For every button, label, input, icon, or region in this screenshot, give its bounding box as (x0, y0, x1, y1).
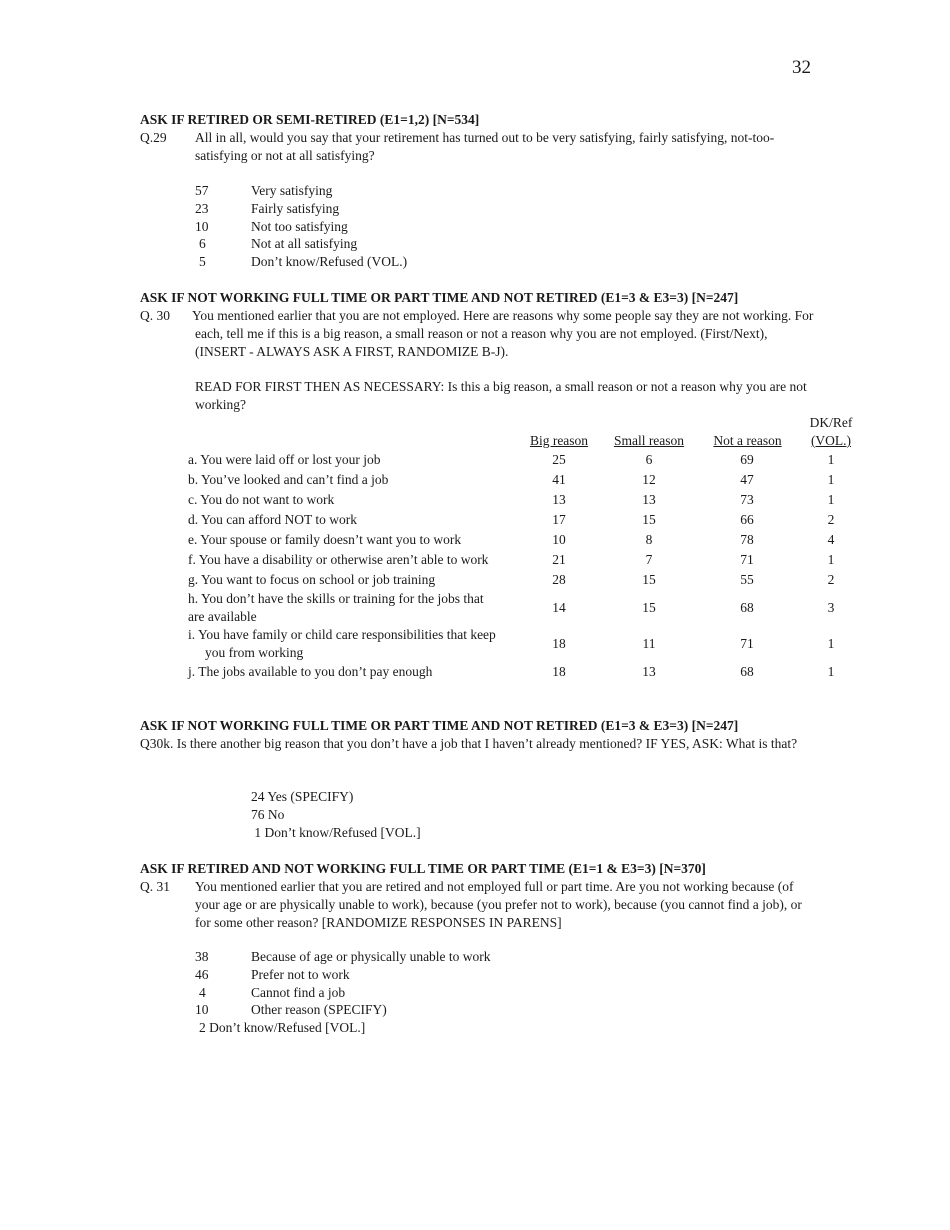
q30k-text: Q30k. Is there another big reason that you don’t have a job that I haven’t already mentioned? IF YES, ASK: What is that? (140, 736, 798, 751)
response-row: 24 Yes (SPECIFY) (251, 789, 354, 804)
q30k-responses (251, 788, 421, 841)
response-value: 57 (195, 183, 209, 198)
col-header-vol: (VOL.) (810, 433, 852, 448)
response-value: 6 (199, 236, 206, 252)
q30-read-instruction: READ FOR FIRST THEN AS NECESSARY: Is this a big reason, a small reason or not a reason why you are not working? (195, 379, 807, 412)
cell-big-reason: 41 (552, 472, 566, 487)
table-row-item: b. You’ve looked and can’t find a job (188, 472, 389, 487)
cell-dk-ref: 1 (827, 636, 835, 651)
cell-small-reason: 13 (642, 664, 656, 679)
response-label: Not at all satisfying (251, 236, 358, 252)
cell-not-a-reason: 78 (740, 532, 754, 547)
response-row (195, 200, 595, 218)
response-row: 76 No (251, 806, 285, 822)
q29-number: Q.29 (140, 130, 167, 145)
cell-dk-ref: 2 (827, 512, 835, 527)
cell-big-reason: 10 (552, 532, 566, 547)
cell-dk-ref: 1 (827, 552, 835, 567)
table-row-item: h. You don’t have the skills or training for the jobs that (188, 591, 484, 606)
response-row (195, 182, 595, 200)
cell-small-reason: 15 (642, 600, 656, 615)
response-value: 10 (195, 1002, 209, 1018)
response-value: 10 (195, 218, 209, 234)
table-row-item: d. You can afford NOT to work (188, 512, 357, 527)
cell-small-reason: 8 (645, 532, 653, 547)
cell-dk-ref: 3 (827, 600, 835, 615)
col-header-dk-ref: DK/Ref (809, 415, 853, 430)
q30-text: You mentioned earlier that you are not employed. Here are reasons why some people say they are not working. For each, tell me if this is a big reason, a small reason or not a reason why you are not employed. (First/Next), (INSERT - ALWAYS ASK A FIRST, RANDOMIZE B-J). (192, 308, 814, 359)
cell-big-reason: 13 (552, 492, 566, 507)
q29-text: All in all, would you say that your retirement has turned out to be very satisfying, fairly satisfying, not-too-satisfying or not at all satisfying? (195, 130, 775, 163)
table-row-item: e. Your spouse or family doesn’t want you to work (188, 532, 462, 547)
q30-header: ASK IF NOT WORKING FULL TIME OR PART TIME AND NOT RETIRED (E1=3 & E3=3) [N=247] (140, 290, 739, 305)
cell-big-reason: 21 (552, 552, 566, 567)
cell-not-a-reason: 71 (740, 636, 754, 651)
cell-not-a-reason: 73 (740, 492, 754, 507)
cell-not-a-reason: 66 (740, 512, 754, 527)
cell-big-reason: 28 (552, 572, 566, 587)
response-value: 46 (195, 966, 209, 982)
q31-last-response: 2 Don’t know/Refused [VOL.] (199, 1020, 366, 1035)
cell-big-reason: 25 (552, 452, 566, 467)
table-row-item: a. You were laid off or lost your job (188, 452, 381, 467)
q31-responses (195, 948, 595, 1019)
cell-small-reason: 7 (645, 552, 653, 567)
cell-big-reason: 17 (552, 512, 566, 527)
response-row (195, 948, 595, 966)
cell-small-reason: 6 (645, 452, 653, 467)
q30k-header: ASK IF NOT WORKING FULL TIME OR PART TIME AND NOT RETIRED (E1=3 & E3=3) [N=247] (140, 718, 739, 733)
cell-dk-ref: 1 (827, 472, 835, 487)
cell-big-reason: 18 (552, 664, 566, 679)
cell-small-reason: 11 (642, 636, 656, 651)
cell-small-reason: 13 (642, 492, 656, 507)
cell-dk-ref: 2 (827, 572, 835, 587)
cell-dk-ref: 1 (827, 492, 835, 507)
cell-dk-ref: 4 (827, 532, 835, 547)
response-row (195, 253, 595, 271)
response-row (195, 1001, 595, 1019)
q30-number: Q. 30 (140, 308, 170, 323)
cell-dk-ref: 1 (827, 452, 835, 467)
q29-header: ASK IF RETIRED OR SEMI-RETIRED (E1=1,2) [N=534] (140, 112, 480, 127)
cell-small-reason: 12 (642, 472, 656, 487)
response-label: Prefer not to work (251, 966, 350, 982)
response-value: 38 (195, 949, 209, 964)
q31-header: ASK IF RETIRED AND NOT WORKING FULL TIME OR PART TIME (E1=1 & E3=3) [N=370] (140, 861, 706, 876)
response-label: Cannot find a job (251, 984, 346, 1000)
q31-number: Q. 31 (140, 879, 170, 894)
response-label: Don’t know/Refused (VOL.) (251, 254, 408, 270)
cell-not-a-reason: 55 (740, 572, 754, 587)
cell-not-a-reason: 68 (740, 664, 754, 679)
cell-not-a-reason: 47 (740, 472, 754, 487)
col-header-not-a-reason: Not a reason (713, 433, 782, 448)
response-row (195, 966, 595, 984)
cell-small-reason: 15 (642, 512, 656, 527)
col-header-small-reason: Small reason (613, 433, 685, 448)
table-row-item-continued: are available (188, 609, 257, 624)
response-label: Fairly satisfying (251, 200, 340, 216)
response-value: 5 (199, 254, 206, 270)
response-label: Other reason (SPECIFY) (251, 1002, 387, 1018)
table-row-item: g. You want to focus on school or job training (188, 572, 436, 587)
cell-dk-ref: 1 (827, 664, 835, 679)
response-row (195, 984, 595, 1002)
response-value: 23 (195, 200, 209, 216)
table-row-item: j. The jobs available to you don’t pay enough (188, 664, 433, 679)
cell-big-reason: 14 (552, 600, 566, 615)
table-row-item: c. You do not want to work (188, 492, 335, 507)
q29-responses (195, 182, 595, 271)
page-number: 32 (792, 57, 811, 78)
q31-text: You mentioned earlier that you are retired and not employed full or part time. Are you not working because (of your age or are physically unable to work), because (you prefer not to work), because (you cannot find a job), or for some other reason? [RANDOMIZE RESPONSES IN PARENS] (195, 879, 802, 930)
table-row-item: f. You have a disability or otherwise aren’t able to work (188, 552, 489, 567)
cell-big-reason: 18 (552, 636, 566, 651)
cell-small-reason: 15 (642, 572, 656, 587)
response-label: Not too satisfying (251, 218, 348, 234)
cell-not-a-reason: 71 (740, 552, 754, 567)
response-label: Very satisfying (251, 183, 333, 198)
response-row (195, 218, 595, 236)
cell-not-a-reason: 69 (740, 452, 754, 467)
response-row (195, 235, 595, 253)
response-row: 1 Don’t know/Refused [VOL.] (251, 824, 421, 840)
cell-not-a-reason: 68 (740, 600, 754, 615)
table-row-item: i. You have family or child care responsibilities that keep (188, 627, 496, 642)
table-row-item-continued: you from working (205, 645, 304, 660)
col-header-big-reason: Big reason (529, 433, 589, 448)
response-label: Because of age or physically unable to work (251, 949, 491, 964)
response-value: 4 (199, 984, 206, 1000)
